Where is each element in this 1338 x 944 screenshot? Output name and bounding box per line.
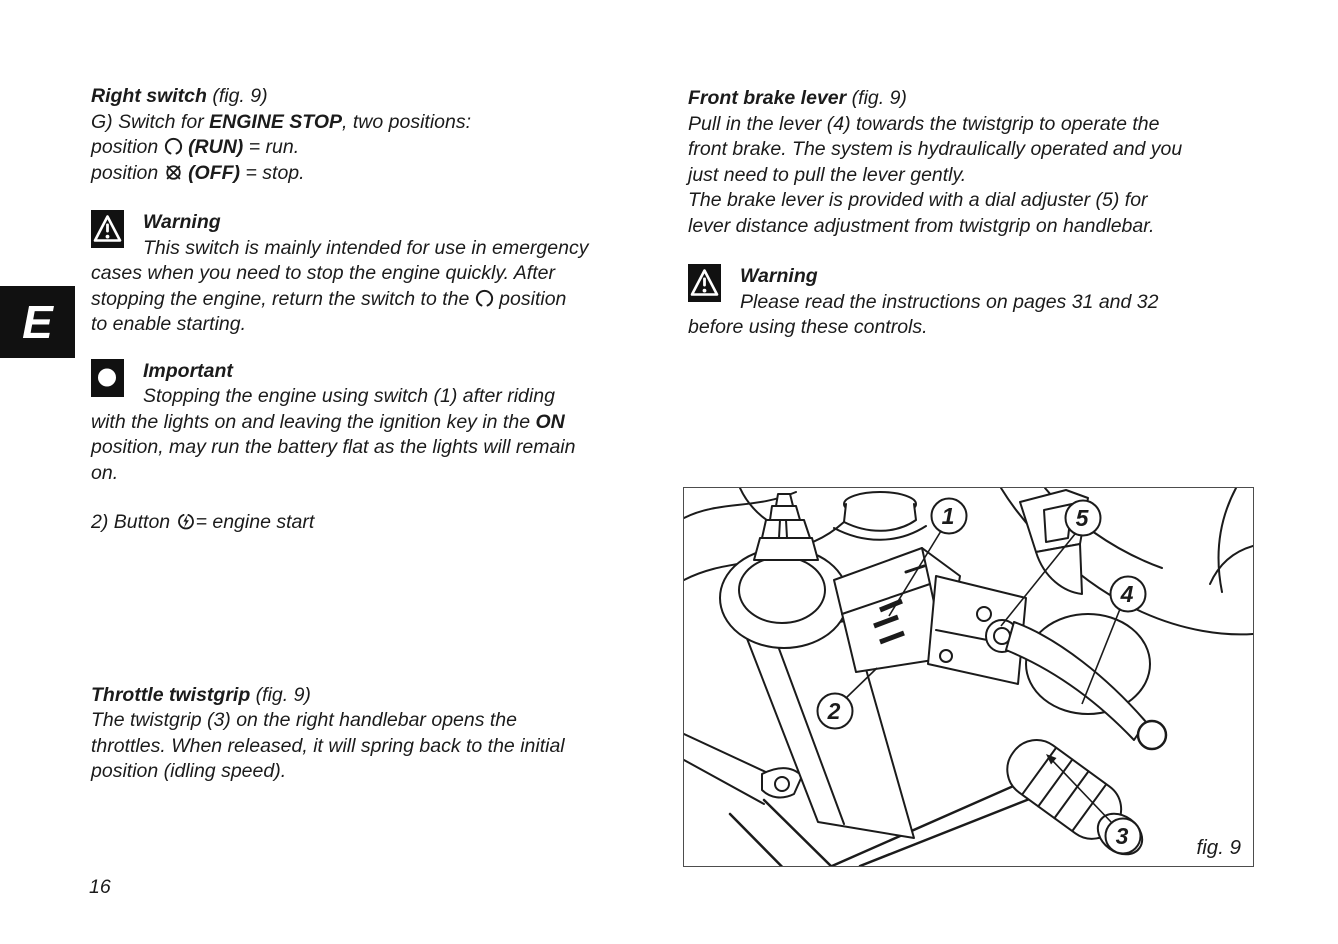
figure-9 (683, 487, 1254, 867)
text-segment: G) Switch for (91, 110, 210, 133)
throttle-line: The twistgrip (3) on the right handlebar opens the (91, 709, 518, 731)
callout-5-number: 5 (1075, 505, 1089, 531)
section-throttle (91, 683, 676, 785)
callout-1 (932, 499, 967, 534)
throttle-line: throttles. When released, it will spring back to the initial (91, 734, 565, 757)
callout-3-number: 3 (1115, 823, 1129, 849)
warning-icon (91, 210, 124, 248)
warning-block-right (688, 264, 1263, 341)
text-segment: = stop. (240, 161, 305, 184)
warning-block-left (91, 210, 676, 338)
warning-icon (688, 264, 721, 302)
warning-line: cases when you need to stop the engine quickly. After (91, 262, 555, 284)
run-label: (RUN) (188, 136, 244, 158)
front-brake-line: Pull in the lever (4) towards the twistgrip to operate the (688, 112, 1160, 135)
figure-label: fig. 9 (1196, 836, 1241, 859)
handlebar-illustration (684, 488, 1253, 866)
heading-text: Throttle twistgrip (91, 683, 251, 706)
callout-1-number: 1 (941, 503, 955, 529)
important-icon (91, 359, 124, 397)
left-column (91, 84, 676, 785)
front-brake-line: lever distance adjustment from twistgrip on handlebar. (688, 214, 1155, 237)
heading-fig-ref: (fig. 9) (250, 683, 311, 706)
warning-line: before using these controls. (688, 316, 928, 338)
language-tab-letter: E (22, 296, 53, 348)
important-line: position, may run the battery flat as the lights will remain (91, 436, 576, 458)
page-number: 16 (89, 876, 111, 898)
callout-4-number: 4 (1120, 581, 1134, 607)
text-segment: = engine start (195, 511, 315, 533)
heading-fig-ref: (fig. 9) (206, 85, 268, 107)
warning-title: Warning (740, 265, 818, 287)
run-position-icon (164, 137, 183, 156)
text-segment: position (91, 136, 164, 158)
engine-stop-label: ENGINE STOP (209, 110, 343, 133)
important-line (91, 410, 676, 436)
off-label: (OFF) (188, 161, 241, 184)
warning-line: This switch is mainly intended for use in emergency (143, 236, 589, 259)
front-brake-line: just need to pull the lever gently. (688, 163, 967, 186)
text-segment: 2) Button (91, 511, 176, 533)
callout-2 (818, 694, 853, 729)
warning-title: Warning (143, 211, 221, 233)
warning-line: Please read the instructions on pages 31 and 32 (740, 290, 1159, 313)
heading-fig-ref: (fig. 9) (846, 87, 907, 109)
text-segment: position (91, 161, 164, 184)
engine-stop-line (91, 110, 676, 136)
text-segment: position (493, 287, 567, 310)
off-position-icon (164, 163, 183, 182)
heading-text: Front brake lever (688, 87, 847, 109)
important-block (91, 359, 676, 487)
throttle-line: position (idling speed). (91, 760, 287, 782)
important-line: Stopping the engine using switch (1) after riding (143, 385, 555, 407)
right-switch-heading (91, 84, 676, 110)
engine-start-icon (176, 511, 196, 531)
throttle-heading (91, 683, 676, 709)
warning-line: to enable starting. (91, 313, 247, 335)
off-position-line (91, 161, 676, 187)
warning-line (91, 287, 676, 313)
text-segment: , two positions: (342, 110, 472, 133)
heading-text: Right switch (91, 85, 207, 107)
callout-2-number: 2 (827, 698, 841, 724)
run-position-icon (475, 289, 494, 308)
callout-4 (1111, 577, 1146, 612)
text-segment: with the lights on and leaving the ignition key in the (91, 410, 536, 433)
important-line: on. (91, 461, 119, 484)
right-column (688, 86, 1263, 341)
front-brake-line: The brake lever is provided with a dial adjuster (5) for (688, 189, 1148, 211)
front-brake-heading (688, 86, 1263, 112)
callout-3 (1106, 819, 1141, 854)
text-segment: = run. (243, 136, 300, 158)
language-tab (0, 286, 75, 358)
on-label: ON (535, 410, 565, 433)
text-segment: stopping the engine, return the switch to the (91, 287, 475, 310)
important-title: Important (143, 359, 233, 382)
callout-5 (1066, 501, 1101, 536)
section-front-brake (688, 86, 1263, 239)
engine-start-line (91, 510, 676, 536)
run-position-line (91, 135, 676, 161)
section-right-switch (91, 84, 676, 186)
front-brake-line: front brake. The system is hydraulically operated and you (688, 138, 1183, 160)
